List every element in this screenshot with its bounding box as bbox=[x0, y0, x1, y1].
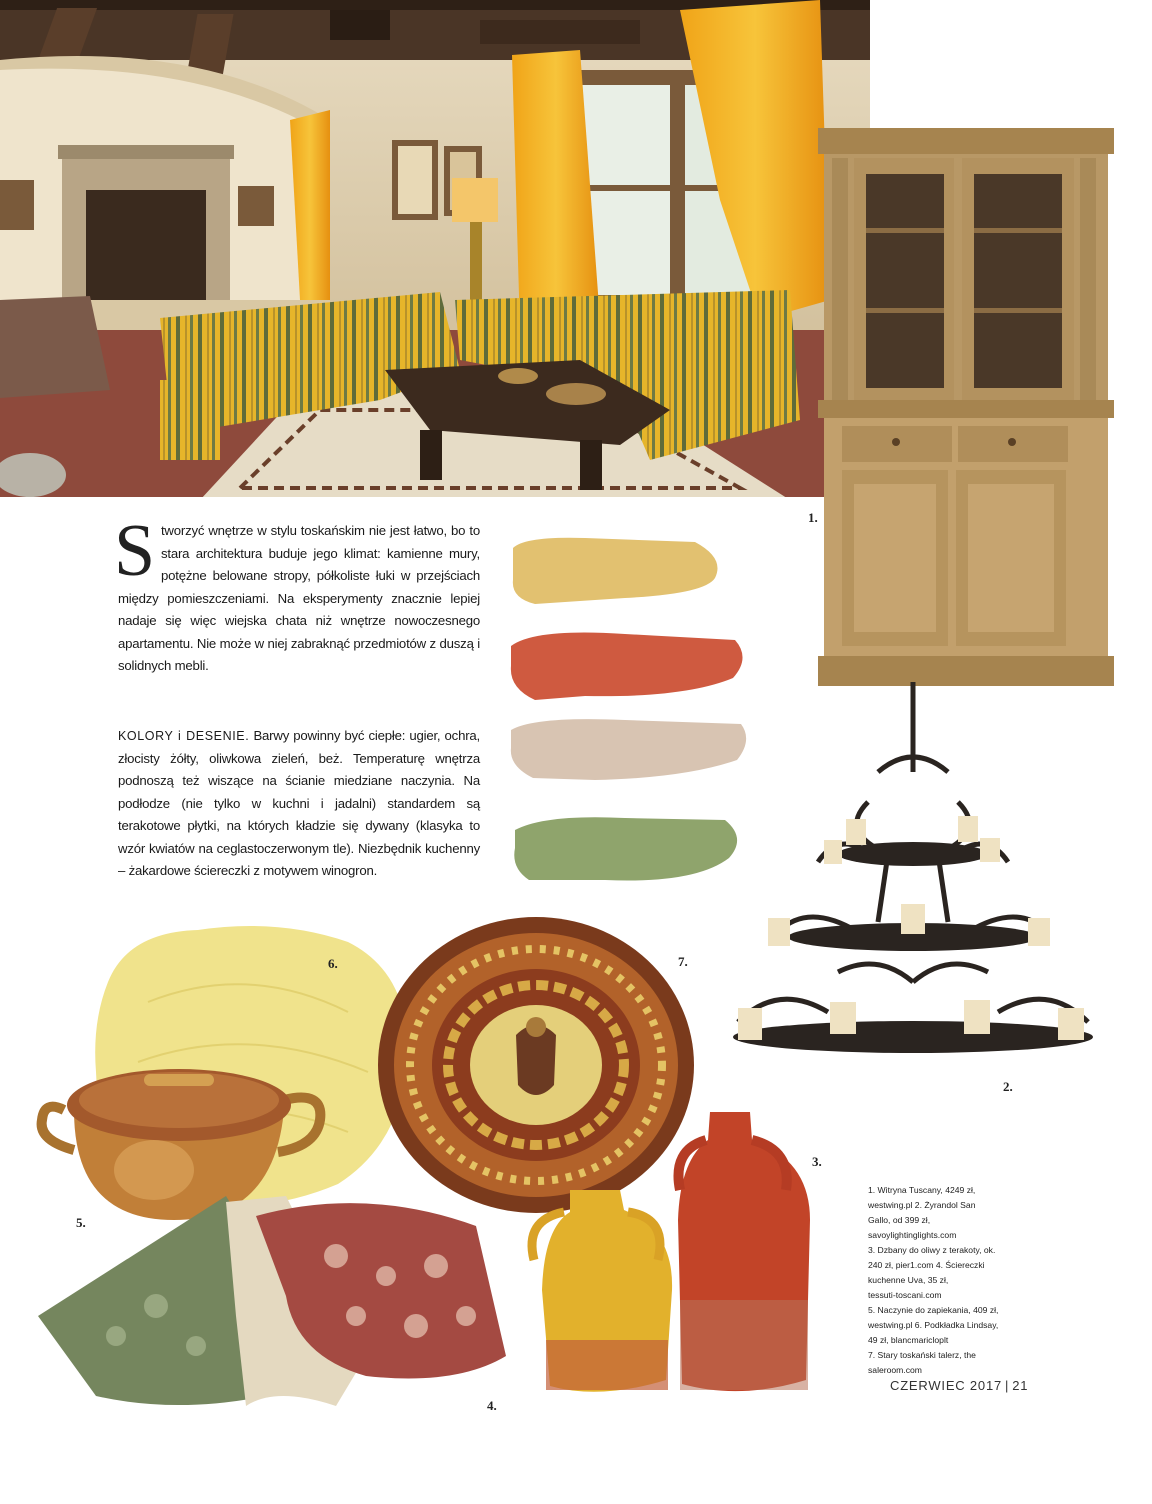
caption-line: savoylightinglights.com bbox=[868, 1230, 957, 1240]
caption-line: 3. Dzbany do oliwy z terakoty, ok. bbox=[868, 1245, 996, 1255]
swatch-terracotta bbox=[511, 633, 743, 701]
caption-line: 5. Naczynie do zapiekania, 409 zł, bbox=[868, 1305, 999, 1315]
colors-paragraph bbox=[118, 725, 480, 883]
swatch-ochre bbox=[513, 538, 718, 604]
item-number-3: 3. bbox=[812, 1154, 822, 1169]
colors-text: Barwy powinny być ciepłe: ugier, ochra, złocisty żółty, oliwkowa zieleń, beż. Temperaturę wnętrza podnoszą też wiszące na ścianie miedziane naczynia. Na podłodze (nie tylko w kuchni i jadalni) standardem są terakotowe płytki, na których kładzie się dywany (klasyka to wzór kwiatów na ceglastoczerwonym tle). Niezbędnik kuchenny – żakardowe ściereczki z motywem winogron. bbox=[118, 728, 480, 878]
intro-paragraph bbox=[114, 510, 480, 678]
item-number-2: 2. bbox=[1003, 1079, 1013, 1094]
item-number-4: 4. bbox=[487, 1398, 497, 1413]
page-number: 21 bbox=[1012, 1378, 1029, 1393]
item-number-6: 6. bbox=[328, 956, 338, 971]
uva-kitchen-towels-image bbox=[36, 1196, 506, 1414]
intro-text: tworzyć wnętrze w stylu toskańskim nie jest łatwo, bo to stara architektura buduje jego klimat: kamienne mury, potężne belowane stropy, półkoliste łuki w przejściach między pomieszczeniami. Na eksperymenty znacznie lepiej nadaje się więc wiejska chata niż wnętrze nowoczesnego apartamentu. Nie może w niej zabraknąć przedmiotów z duszą i solidnych mebli. bbox=[118, 523, 480, 673]
tuscany-cabinet-image bbox=[818, 108, 1114, 688]
caption-line: westwing.pl 2. Żyrandol San bbox=[868, 1200, 976, 1210]
caption-line: 1. Witryna Tuscany, 4249 zł, bbox=[868, 1185, 976, 1195]
caption-line: 49 zł, blancmaricloplt bbox=[868, 1335, 949, 1345]
item-number-5: 5. bbox=[76, 1215, 86, 1230]
san-gallo-chandelier-image bbox=[718, 682, 1108, 1082]
hero-interior-photo bbox=[0, 0, 870, 497]
page-footer bbox=[890, 1378, 1028, 1393]
drop-cap: S bbox=[114, 510, 155, 592]
caption-line: tessuti-toscani.com bbox=[868, 1290, 942, 1300]
footer-month: CZERWIEC 2017 bbox=[890, 1378, 1003, 1393]
caption-line: westwing.pl 6. Podkładka Lindsay, bbox=[868, 1320, 999, 1330]
terracotta-oil-jugs-image bbox=[520, 1100, 820, 1400]
swatch-olive bbox=[514, 817, 737, 880]
item-number-1: 1. bbox=[808, 510, 818, 525]
product-caption bbox=[868, 1183, 1048, 1378]
item-number-7: 7. bbox=[678, 954, 688, 969]
caption-line: 240 zł, pier1.com 4. Ściereczki bbox=[868, 1260, 985, 1270]
caption-line: kuchenne Uva, 35 zł, bbox=[868, 1275, 949, 1285]
caption-line: Gallo, od 399 zł, bbox=[868, 1215, 931, 1225]
footer-separator: | bbox=[1005, 1378, 1010, 1393]
swatch-beige bbox=[511, 719, 746, 780]
caption-line: saleroom.com bbox=[868, 1365, 922, 1375]
colors-heading: KOLORY i DESENIE. bbox=[118, 729, 250, 743]
caption-line: 7. Stary toskański talerz, the bbox=[868, 1350, 976, 1360]
